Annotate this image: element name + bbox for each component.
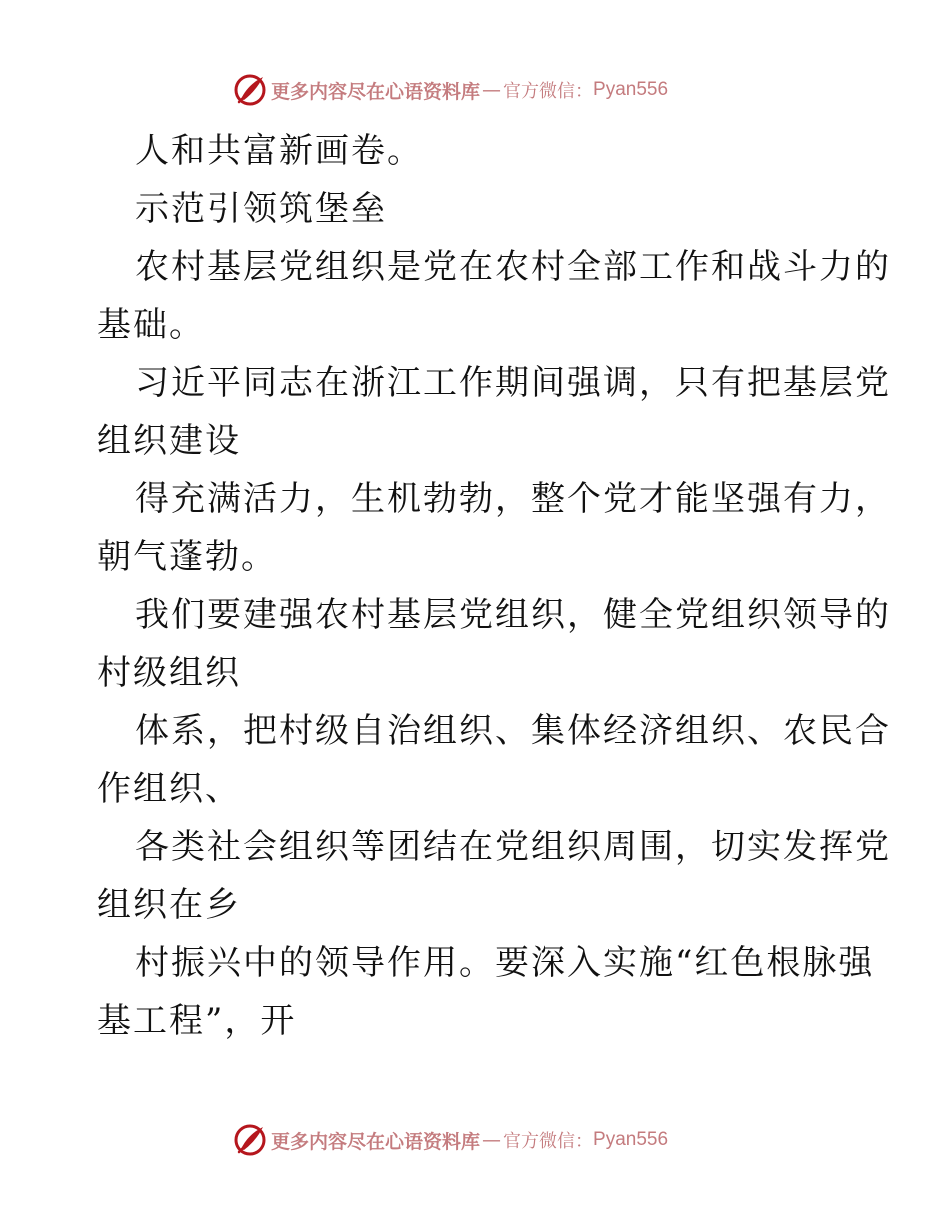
footer-banner-text: 更多内容尽在心语资料库 xyxy=(271,1130,481,1153)
text-line: 体系，把村级自治组织、集体经济组织、农民合 xyxy=(135,711,891,751)
text-line: 基工程”，开 xyxy=(97,1001,297,1041)
header-banner-separator: — xyxy=(482,79,502,101)
footer-banner xyxy=(233,1122,668,1158)
footer-banner-separator: — xyxy=(482,1129,502,1151)
body-text xyxy=(97,122,891,1050)
text-line: 习近平同志在浙江工作期间强调，只有把基层党 xyxy=(135,363,891,403)
header-banner-text: 更多内容尽在心语资料库 xyxy=(271,80,481,103)
header-wechat-label: 官方微信： xyxy=(503,81,594,102)
text-line: 我们要建强农村基层党组织，健全党组织领导的 xyxy=(135,595,891,635)
quill-pen-logo-icon xyxy=(233,73,267,107)
header-wechat-id: Pyan556 xyxy=(593,79,669,100)
footer-wechat-id: Pyan556 xyxy=(593,1129,669,1150)
text-line: 村级组织 xyxy=(97,653,241,693)
header-banner xyxy=(233,72,668,108)
text-line: 得充满活力，生机勃勃，整个党才能坚强有力， xyxy=(135,479,891,519)
section-heading: 示范引领筑堡垒 xyxy=(135,189,387,229)
text-line: 村振兴中的领导作用。要深入实施“红色根脉强 xyxy=(135,943,875,983)
text-line: 农村基层党组织是党在农村全部工作和战斗力的 xyxy=(135,247,891,287)
text-line: 组织在乡 xyxy=(97,885,241,925)
text-line: 各类社会组织等团结在党组织周围，切实发挥党 xyxy=(135,827,891,867)
text-line: 组织建设 xyxy=(97,421,241,461)
text-line: 基础。 xyxy=(97,305,205,345)
text-line: 人和共富新画卷。 xyxy=(135,131,423,171)
quill-pen-logo-icon xyxy=(233,1123,267,1157)
text-line: 朝气蓬勃。 xyxy=(97,537,277,577)
footer-wechat-label: 官方微信： xyxy=(503,1131,594,1152)
text-line: 作组织、 xyxy=(97,769,241,809)
